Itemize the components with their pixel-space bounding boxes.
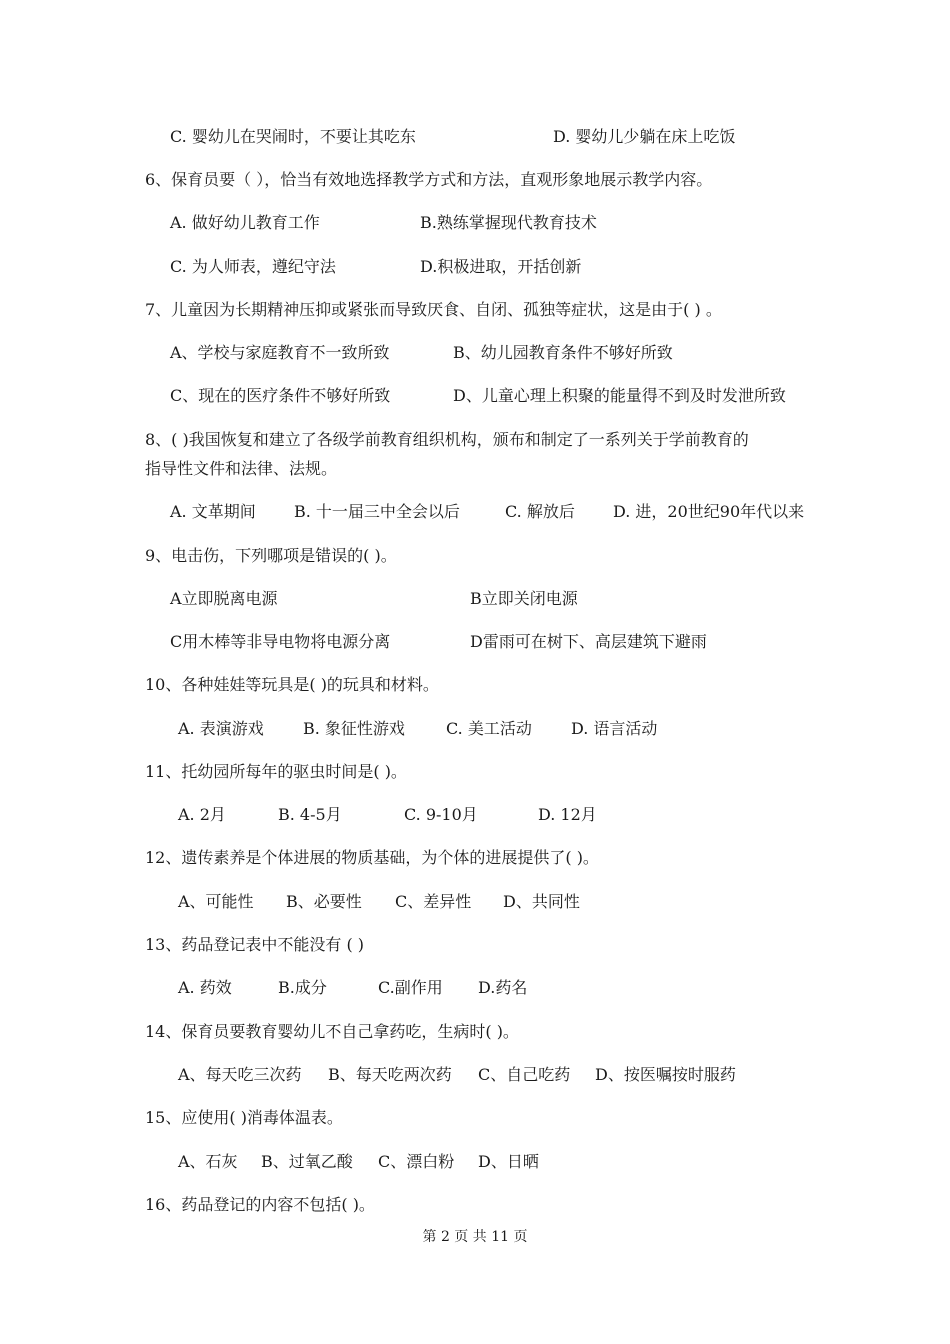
option-15c: C、漂白粉 (378, 1152, 455, 1171)
option-6c: C. 为人师表，遵纪守法 (170, 257, 336, 276)
option-9b: B立即关闭电源 (470, 589, 578, 608)
option-15a: A、石灰 (178, 1152, 238, 1171)
option-9c: C用木棒等非导电物将电源分离 (170, 632, 391, 651)
option-6a: A. 做好幼儿教育工作 (170, 213, 320, 232)
question-9-stem: 9、电击伤，下列哪项是错误的( )。 (145, 546, 397, 565)
option-14b: B、每天吃两次药 (328, 1065, 452, 1084)
option-13b: B.成分 (278, 978, 327, 997)
option-7a: A、学校与家庭教育不一致所致 (170, 343, 390, 362)
question-16-stem: 16、药品登记的内容不包括( )。 (145, 1195, 375, 1214)
option-14c: C、自己吃药 (478, 1065, 571, 1084)
option-7c: C、现在的医疗条件不够好所致 (170, 386, 391, 405)
option-9d: D雷雨可在树下、高层建筑下避雨 (470, 632, 707, 651)
option-7d: D、儿童心理上积聚的能量得不到及时发泄所致 (453, 386, 786, 405)
option-6b: B.熟练掌握现代教育技术 (420, 213, 597, 232)
option-7b: B、幼儿园教育条件不够好所致 (453, 343, 673, 362)
option-15b: B、过氧乙酸 (261, 1152, 353, 1171)
option-8d: D. 进，20世纪90年代以来 (613, 502, 805, 521)
option-13a: A. 药效 (178, 978, 232, 997)
question-13-stem: 13、药品登记表中不能没有 ( ) (145, 935, 365, 954)
option-12b: B、必要性 (286, 892, 362, 911)
question-8-stem-line-1: 8、( )我国恢复和建立了各级学前教育组织机构，颁布和制定了一系列关于学前教育的 (145, 430, 749, 449)
option-13c: C.副作用 (378, 978, 443, 997)
option-11d: D. 12月 (538, 805, 597, 824)
question-11-stem: 11、托幼园所每年的驱虫时间是( )。 (145, 762, 407, 781)
option-11b: B. 4-5月 (278, 805, 342, 824)
option-8c: C. 解放后 (505, 502, 575, 521)
option-8a: A. 文革期间 (170, 502, 256, 521)
option-14d: D、按医嘱按时服药 (595, 1065, 736, 1084)
option-5d: D. 婴幼儿少躺在床上吃饭 (553, 127, 736, 146)
page-number-footer: 第 2 页 共 11 页 (422, 1229, 528, 1245)
option-10a: A. 表演游戏 (178, 719, 264, 738)
option-12d: D、共同性 (503, 892, 580, 911)
option-14a: A、每天吃三次药 (178, 1065, 302, 1084)
option-10c: C. 美工活动 (446, 719, 532, 738)
option-15d: D、日晒 (478, 1152, 539, 1171)
option-11c: C. 9-10月 (404, 805, 478, 824)
option-10d: D. 语言活动 (571, 719, 658, 738)
question-8-stem-line-2: 指导性文件和法律、法规。 (145, 459, 338, 478)
option-10b: B. 象征性游戏 (303, 719, 405, 738)
question-12-stem: 12、遗传素养是个体进展的物质基础，为个体的进展提供了( )。 (145, 848, 599, 867)
option-5c: C. 婴幼儿在哭闹时，不要让其吃东 (170, 127, 416, 146)
option-12c: C、差异性 (395, 892, 472, 911)
question-15-stem: 15、应使用( )消毒体温表。 (145, 1108, 343, 1127)
option-13d: D.药名 (478, 978, 528, 997)
option-12a: A、可能性 (178, 892, 254, 911)
question-10-stem: 10、各种娃娃等玩具是( )的玩具和材料。 (145, 675, 439, 694)
option-6d: D.积极进取，开括创新 (420, 257, 582, 276)
option-8b: B. 十一届三中全会以后 (294, 502, 460, 521)
option-11a: A. 2月 (178, 805, 226, 824)
question-14-stem: 14、保育员要教育婴幼儿不自己拿药吃，生病时( )。 (145, 1022, 519, 1041)
option-9a: A立即脱离电源 (170, 589, 278, 608)
question-7-stem: 7、儿童因为长期精神压抑或紧张而导致厌食、自闭、孤独等症状，这是由于( ) 。 (145, 300, 722, 319)
question-6-stem: 6、保育员要（ ），恰当有效地选择教学方式和方法，直观形象地展示教学内容。 (145, 170, 713, 189)
